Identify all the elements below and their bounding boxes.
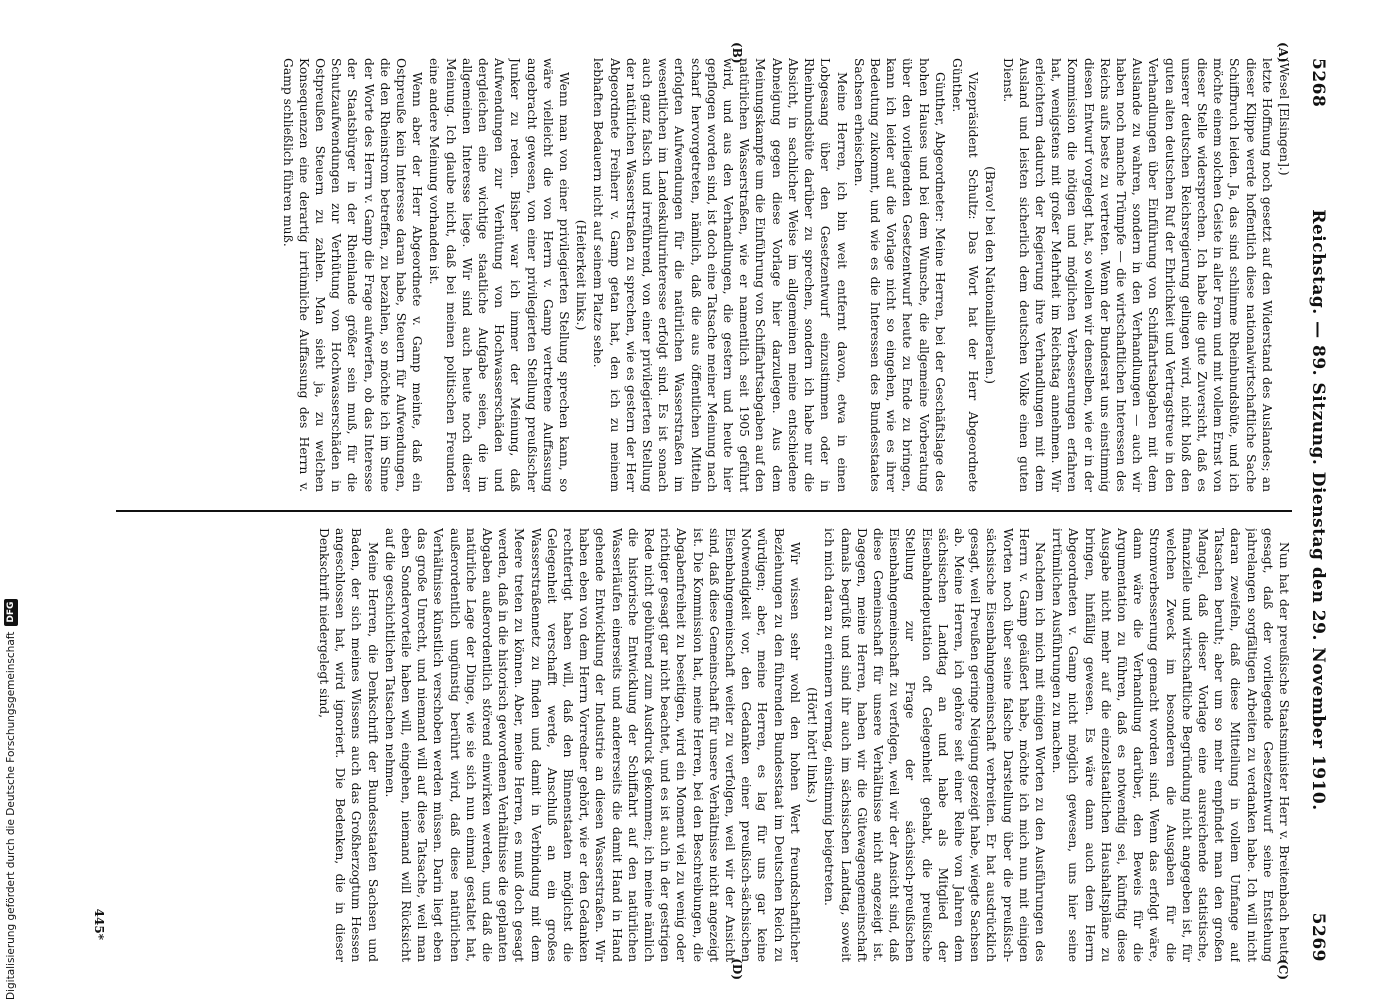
paragraph: Wenn man von einer privilegierten Stellung sprechen kann, so wäre vielleicht die von Herrn v. Gamp vertretene Auffassung angebracht gewesen, von einer privilegierten Stellung preußischer Junker zu reden. Bisher war ich immer der Meinung, daß Aufwendungen zur Verhütung von Hochwasserschäden und dergleichen eine wichtige staatliche Aufgabe seien, die im allgemeinen Interesse liege. Wir sind auch heute noch dieser Meinung. Ich glaube nicht, daß bei meinen politischen Freunden eine andere Meinung vorhanden ist. [427, 58, 572, 492]
paragraph: Nachdem ich mich mit einigen Worten zu den Ausführungen des Herrn v. Gamp geäußert habe, möchte ich mich nun mit einigen Worten noch über seine falsche Darstellung über die preußisch-sächsische Eisenbahngemeinschaft verbreiten. Er hat ausdrücklich gesagt, weil Preußen geringe Neigung gezeigt habe, wiegte Sachsen ab. Meine Herren, ich gehöre seit einer Reihe von Jahren dem sächsischen Landtag an und habe als Mitglied der Eisenbahndeputation oft Gelegenheit gehabt, die preußische Stellung zur Frage der sächsisch-preußischen Eisenbahngemeinschaft zu verfolgen, weil wir der Ansicht sind, daß diese Gemeinschaft für unsere Verhältnisse nicht angezeigt ist. Dagegen, meine Herren, haben wir die Gütewagengemeinschaft damals begrüßt und sind ihr auch im sächsischen Landtag, soweit ich mich daran zu erinnern vermag, einstimmig beigetreten. [822, 528, 1047, 962]
digitization-notice [2, 0, 20, 1000]
paragraph: letzte Hoffnung noch gesetzt auf den Widerstand des Auslandes; an dieser Klippe werde hoffentlich diese nationalwirtschaftliche Sache Schiffbruch leiden. Ja, das sind schlimme Rheinbundsbüte, und ich möchte einem solchen Geiste in aller Form und mit vollem Ernst von dieser Stelle widersprechen. Ich habe die gute Zuversicht, daß es unserer deutschen Reichsregierung gelingen wird, nicht bloß den guten alten deutschen Ruf der Ehrlichkeit und Vertragstreue in den Verhandlungen über Einführung von Schiffahrtsabgaben mit dem Auslande zu wahren, sondern in den Verhandlungen — auch wir haben noch manche Trümpfe — die wirtschaftlichen Interessen des Reichs aufs beste zu vertreten. Wenn der Bundesrat uns einstimmig diesen Entwurf vorgelegt hat, so wollen wir denselben, wie er in der Kommission die nötigen und möglichen Verbesserungen erfahren hat, wenigstens mit großer Mehrheit im Reichstag annehmen. Wir erleichtern dadurch der Regierung ihre Verhandlungen mit dem Ausland und leisten sicherlich dem deutschen Volke einen guten Dienst. [1000, 58, 1274, 492]
right-column [116, 528, 1292, 962]
president-line: Vizepräsident Schultz: Das Wort hat der Herr Abgeordnete Günther. [949, 58, 981, 492]
margin-marker-d: (D) [730, 958, 744, 980]
speaker-note: (Wesel [Elsingen].) [1277, 58, 1291, 176]
paragraph: Wir wissen sehr wohl den hohen Wert freundschaftlicher Beziehungen zu den führenden Bundesstaat im Deutschen Reich zu würdigen; aber, meine Herren, es lag für uns gar keine Notwendigkeit vor, den Gedanken einer preußisch-sächsischen Eisenbahngemeinschaft weiter zu verfolgen, weil wir der Ansicht sind, daß diese Gemeinschaft für unsere Verhältnisse nicht angezeigt ist. Die Kommission hat, meine Herren, bei den Beschreibungen, die Abgabenfreiheit zu beseitigen, wird ein Moment viel zu wenig oder richtiger gesagt gar nicht beachtet, und es ist auch in der gestrigen Rede nicht gebührend zum Ausdruck gekommen; ich meine nämlich die historische Entwicklung der Schiffahrt auf den natürlichen Wasserläufen einerseits und andererseits die damit Hand in Hand gehende Entwicklung der Industrie an diesen Wasserstraßen. Wir haben eben von dem Herrn Vorredner gehört, wie er den Gedanken rechtfertigt haben will, daß den Binnenstaaten möglichst die Gelegenheit verschafft werde, Anschluß an ein großes Wasserstraßennetz zu finden und damit in Verbindung mit dem Meere treten zu können. Aber, meine Herren, es muß doch gesagt werden, daß in die historisch gewordenen Verhältnisse die geplanten Abgaben außerordentlich störend einwirken werden, und daß die natürliche Lage der Dinge, wie sie sich nun einmal gestaltet hat, außerordentlich ungünstig berührt wird, daß diese natürlichen Verhältnisse künstlich verschoben werden müssen. Darin liegt eben das große Unrecht, und niemand will auf diese Tatsache, weil man eben Sondervorteile haben will, eingehen, niemand will Rücksicht auf die geschichtlichen Tatsachen nehmen. [382, 528, 802, 962]
column-divider [116, 510, 1292, 512]
hear-note: (Hört! hört! links.) [805, 687, 820, 803]
margin-marker-c: (C) [1276, 959, 1290, 980]
page-number-left: 5268 [1308, 58, 1328, 108]
paragraph: Wenn aber der Herr Abgeordnete v. Gamp meinte, daß ein Ostpreuße kein Interesse daran habe, Steuern für Aufwendungen, die den Rheinstrom betreffen, zu bezahlen, so möchte ich im Sinne der Worte des Herrn v. Gamp die Frage aufwerfen, ob das Interesse der Staatsbürger in der Rheinlande größer sein muß, für die Schutzaufwendungen zur Verhütung von Hochwasserschäden in Ostpreußen Steuern zu zahlen. Man sieht ja, zu welchen Konsequenzen eine derartig irrtümliche Auffassung des Herrn v. Gamp schließlich führen muß. [280, 58, 425, 492]
margin-marker-b: (B) [730, 42, 744, 64]
paragraph: Meine Herren, ich bin weit entfernt davon, etwa in einen Lobgesang über den Gesetzentwurf einzustimmen oder in Rheinbundsbüte darüber zu sprechen, sondern ich habe nur die Absicht, in sachlicher Weise im allgemeinen meine entschiedene Abneigung gegen diese Vorlage hier darzulegen. Aus dem Meinungskampfe um die Einführung von Schiffahrtsabgaben auf den natürlichen Wasserstraßen, wie er namentlich seit 1905 geführt wird, und aus den Verhandlungen, die gestern und heute hier gepflogen worden sind, ist doch eine Tatsache meiner Meinung nach scharf hervorgetreten, nämlich, daß die aus öffentlichen Mitteln erfolgten Aufwendungen für die natürlichen Wasserstraßen im wesentlichen im Landeskulturinteresse erfolgt sind. Es ist sonach auch ganz falsch und irreführend, von einer privilegierten Stellung der natürlichen Wasserstraßen zu sprechen, wie es gestern der Herr Abgeordnete Freiherr v. Gamp getan hat, den ich zu meinem lebhaften Bedauern nicht auf seinem Platze sehe. [591, 58, 849, 492]
left-column [116, 58, 1292, 492]
page-number-right: 5269 [1308, 912, 1328, 962]
paragraph: Günther, Abgeordneter: Meine Herren, bei der Geschäftslage des hohen Hauses und bei dem Wunsche, die allgemeine Vorberatung über den vorliegenden Gesetzentwurf heute zu Ende zu bringen, kann ich leider auf die Vorlage nicht so eingehen, wie es ihrer Bedeutung zukommt, und wie es die Interessen des Bundesstaates Sachsen erheischen. [851, 58, 947, 492]
paragraph: Nun hat der preußische Staatsminister Herr v. Breitenbach heute gesagt, daß der vorliegende Gesetzentwurf seine Entstehung jahrelangen sorgfältigen Arbeiten zu verdanken habe. Ich will nicht daran zweifeln, daß diese Mitteilung in vollem Umfange auf Tatsachen beruht; aber um so mehr empfindet man den großen Mangel, daß dieser Vorlage eine ausreichende statistische, finanzielle und wirtschaftliche Begründung nicht angegeben ist, für welchen Zweck im besonderen die Ausgaben für die Stromverbesserung gemacht worden sind. Wenn das erfolgt wäre, dann wäre die Verhandlung darüber, den Beweis für die Argumentation zu führen, daß es notwendig sei, künftig diese Ausgabe nicht mehr auf die einzelstaatlichen Haushaltspläne zu bringen, hinfällig gewesen. Es wäre dann auch dem Herrn Abgeordneten v. Gamp nicht möglich gewesen, uns hier seine irrtümlichen Ausführungen zu machen. [1050, 528, 1291, 962]
applause-note: (Bravo! bei den Nationalliberalen.) [983, 166, 998, 384]
page-header [1298, 58, 1328, 962]
dfg-logo: DFG [4, 599, 18, 626]
notice-text: Digitalisierung gefördert durch die Deutsche Forschungsgemeinschaft [5, 631, 17, 1000]
margin-marker-a: (A) [1276, 42, 1290, 63]
signature-mark: 445* [92, 908, 106, 940]
page-title: Reichstag. — 89. Sitzung. Dienstag den 29. November 1910. [1308, 209, 1328, 811]
paragraph: Meine Herren, die Denkschrift der Bundesstaaten Sachsen und Baden, der sich meines Wissens auch das Großherzogtum Hessen angeschlossen hat, wird ignoriert. Die Bedenken, die in dieser Denkschrift niedergelegt sind, [317, 528, 380, 962]
laughter-note: (Heiterkeit links.) [574, 219, 589, 331]
rotated-page [86, 40, 1336, 980]
